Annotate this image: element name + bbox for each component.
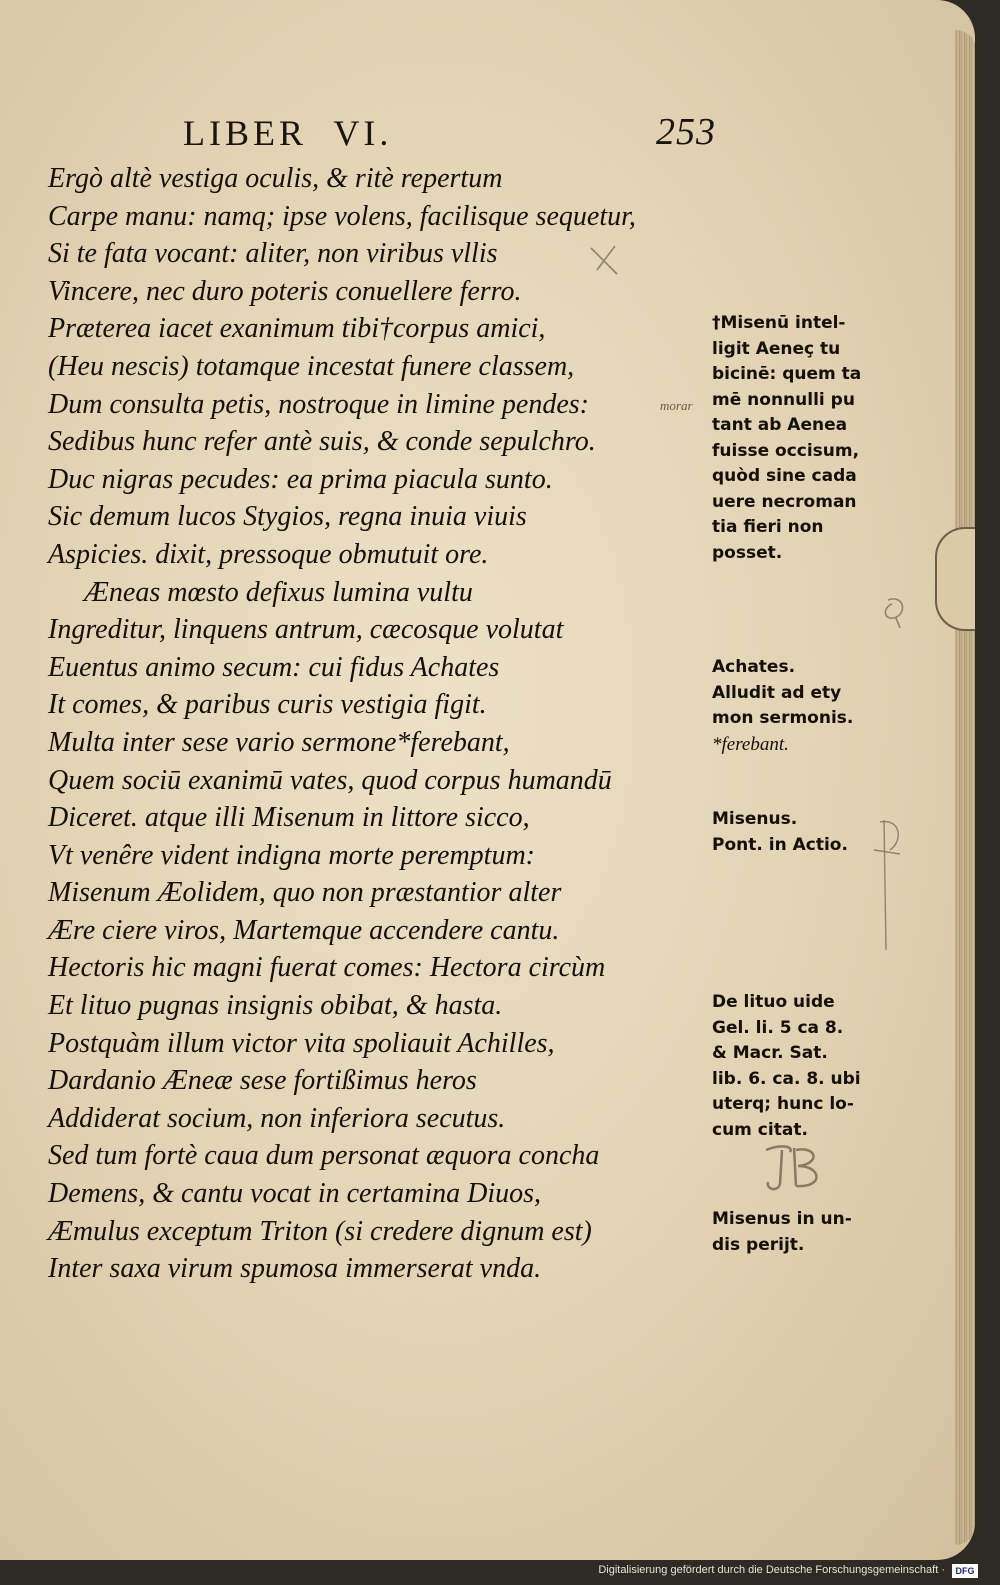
verse-line: Vt venêre vident indigna morte peremptum: [48, 839, 536, 871]
verse-line: Ære ciere viros, Martemque accendere cantu. [48, 914, 560, 946]
verse-line: Sedibus hunc refer antè suis, & conde sepulchro. [48, 426, 596, 458]
verse-line: Quem sociū exanimū vates, quod corpus humandū [48, 764, 612, 796]
verse-line: Demens, & cantu vocat in certamina Diuos, [48, 1178, 542, 1210]
verse-line: Aspicies. dixit, pressoque obmutuit ore. [48, 538, 489, 570]
verse-line: Carpe manu: namq; ipse volens, facilisque sequetur, [48, 200, 636, 232]
verse-line: Addiderat socium, non inferiora secutus. [48, 1102, 506, 1134]
note-line: uere necroman [712, 491, 857, 512]
note-line: *ferebant. [712, 733, 789, 755]
note-line: fuisse occisum, [712, 440, 860, 461]
verse-line: Æneas mœsto defixus lumina vultu [84, 576, 473, 608]
verse-line: Æmulus exceptum Triton (si credere dignum est) [48, 1215, 592, 1247]
handwritten-margin-note: morar [660, 398, 693, 413]
note-line: mē nonnulli pu [712, 389, 855, 410]
verse-line: It comes, & paribus curis vestigia figit. [48, 689, 487, 721]
verse-line: Euentus animo secum: cui fidus Achates [48, 651, 500, 683]
note-line: Gel. li. 5 ca 8. [712, 1017, 844, 1038]
note-line: tia fieri non [712, 517, 824, 537]
note-line: ligit Aeneç tu [712, 338, 841, 359]
note-line: mon sermonis. [712, 708, 854, 728]
verse-line: Inter saxa virum spumosa immerserat vnda. [48, 1253, 542, 1285]
verse-line: Diceret. atque illi Misenum in littore sicco, [48, 802, 530, 834]
verse-line: Ergò altè vestiga oculis, & ritè repertum [48, 163, 503, 194]
note-line: uterq; hunc lo- [712, 1094, 854, 1114]
note-line: dis perijt. [712, 1234, 805, 1255]
verse-line: Sed tum fortè caua dum personat æquora concha [48, 1140, 600, 1172]
verse-block [48, 160, 698, 1288]
dfg-logo: DFG [952, 1564, 978, 1578]
note-line: Misenus. [712, 809, 798, 829]
digitization-footer [0, 1560, 1000, 1585]
pencil-mark [878, 592, 912, 632]
note-line: lib. 6. ca. 8. ubi [712, 1068, 861, 1089]
verse-line: Et lituo pugnas insignis obibat, & hasta. [48, 990, 503, 1022]
page-fore-edge [955, 30, 975, 1545]
marginal-note-achates [712, 655, 912, 757]
note-line: posset. [712, 542, 783, 563]
verse-line: Misenum Æolidem, quo non præstantior alter [48, 877, 562, 909]
verse-line: Si te fata vocant: aliter, non viribus vllis [48, 238, 498, 270]
note-line: Achates. [712, 657, 796, 677]
verse-line: Postquàm illum victor vita spoliauit Achilles, [48, 1027, 555, 1059]
note-line: Misenus in un- [712, 1209, 852, 1229]
pencil-mark [585, 240, 625, 280]
verse-line: Ingreditur, linquens antrum, cæcosque volutat [48, 614, 564, 646]
page-tab [935, 527, 975, 631]
handwritten-monogram [760, 1140, 830, 1195]
pencil-mark [870, 810, 910, 960]
note-line: Alludit ad ety [712, 682, 842, 703]
note-line: & Macr. Sat. [712, 1043, 828, 1063]
verse-line: (Heu nescis) totamque incestat funere classem, [48, 350, 575, 382]
running-header [183, 112, 743, 152]
verse-line: Duc nigras pecudes: ea prima piacula sunto. [48, 463, 553, 495]
marginal-note-lituus [712, 990, 912, 1143]
note-line: bicinē: quem ta [712, 364, 862, 384]
verse-line: Sic demum lucos Stygios, regna inuia viuis [48, 501, 527, 533]
page-number: 253 [656, 111, 716, 153]
verse-line: Dum consulta petis, nostroque in limine pendes: [48, 388, 590, 420]
marginal-note-misenus-drowned [712, 1207, 912, 1258]
verse-line: Hectoris hic magni fuerat comes: Hectora circùm [48, 952, 606, 984]
note-line: tant ab Aenea [712, 415, 848, 435]
marginal-note-misenus-death [712, 311, 912, 566]
verse-line: Multa inter sese vario sermone*ferebant, [48, 726, 510, 758]
verse-line: Præterea iacet exanimum tibi†corpus amici, [48, 313, 546, 345]
verse-line: Vincere, nec duro poteris conuellere ferro. [48, 275, 522, 307]
note-line: De lituo uide [712, 992, 835, 1012]
note-line: cum citat. [712, 1119, 808, 1140]
verse-line: Dardanio Æneæ sese fortißimus heros [48, 1065, 477, 1097]
note-line: quòd sine cada [712, 466, 857, 486]
note-line: Pont. in Actio. [712, 834, 848, 855]
note-line: †Misenū intel- [712, 313, 846, 333]
running-title: LIBER VI. [183, 113, 393, 153]
footer-credit: Digitalisierung gefördert durch die Deutsche Forschungsgemeinschaft · [598, 1564, 945, 1576]
